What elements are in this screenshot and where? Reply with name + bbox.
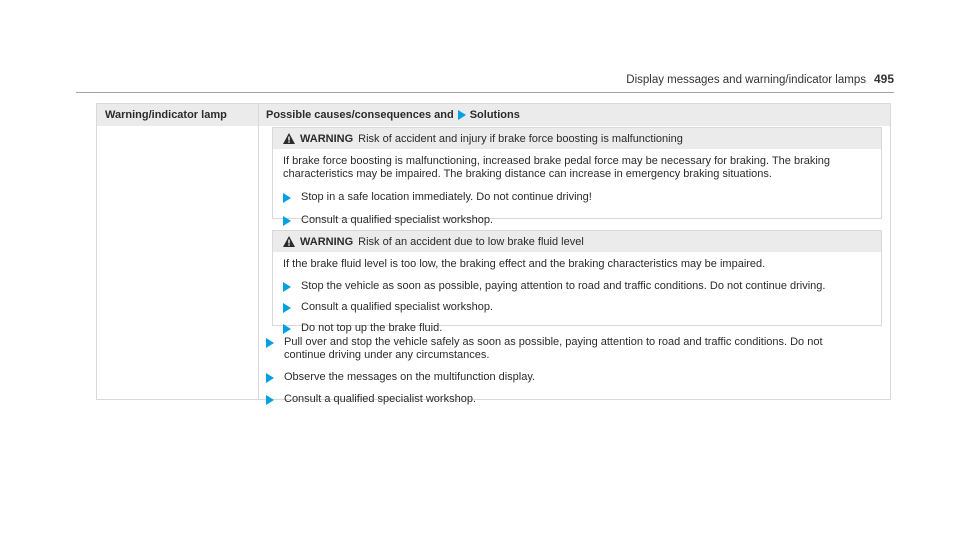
play-arrow-icon: [266, 395, 274, 405]
warning-title: Risk of accident and injury if brake force boosting is malfunctioning: [358, 132, 683, 145]
header-lamp: Warning/indicator lamp: [105, 109, 227, 121]
warning-step: [283, 301, 871, 314]
warning-text: If the brake fluid level is too low, the braking effect and the braking characteristics may be impaired.: [283, 258, 766, 270]
solution-step: [266, 393, 866, 406]
play-arrow-icon: [283, 282, 291, 292]
warning-header: [273, 128, 881, 149]
warning-step: [283, 280, 871, 293]
play-arrow-icon: [283, 193, 291, 203]
solution-step: [266, 336, 866, 362]
play-arrow-icon: [266, 373, 274, 383]
warning-header: [273, 231, 881, 252]
step-text: Stop the vehicle as soon as possible, paying attention to road and traffic conditions. Do not continue driving.: [301, 280, 826, 292]
warning-box-brake-fluid: [272, 230, 882, 334]
step-text: Observe the messages on the multifunction display.: [284, 371, 536, 383]
step-text: Consult a qualified specialist workshop.: [284, 393, 476, 405]
step-text: Pull over and stop the vehicle safely as soon as possible, paying attention to road and traffic conditions. Do not continue driving under any circumstances.: [284, 336, 823, 361]
warning-step: [283, 191, 871, 204]
warning-body: [273, 149, 881, 227]
warning-triangle-icon: [283, 236, 295, 247]
play-arrow-icon: [266, 338, 274, 348]
warning-title: Risk of an accident due to low brake fluid level: [358, 235, 584, 248]
header-solutions-label: Solutions: [469, 109, 520, 121]
warning-box-brake-boost: [272, 127, 882, 226]
header-causes: [266, 109, 520, 121]
warning-label: WARNING: [300, 235, 354, 248]
header-causes-label: Possible causes/consequences and: [266, 109, 454, 121]
running-head: [626, 72, 894, 86]
play-arrow-icon: [283, 216, 291, 226]
play-arrow-icon: [283, 324, 291, 334]
warning-step: [283, 322, 871, 335]
warning-text: If brake force boosting is malfunctioning, increased brake pedal force may be necessary for braking. The braking characteristics may be impaired. The braking distance can increase in emergency braking situations.: [283, 155, 831, 180]
step-text: Stop in a safe location immediately. Do not continue driving!: [301, 191, 592, 203]
step-text: Consult a qualified specialist workshop.: [301, 214, 493, 226]
solution-steps: [266, 336, 866, 406]
step-text: Do not top up the brake fluid.: [301, 322, 443, 334]
page-number: 495: [873, 72, 894, 86]
warning-label: WARNING: [300, 132, 354, 145]
solution-step: [266, 371, 866, 384]
running-head-title: Display messages and warning/indicator lamps: [626, 74, 866, 86]
column-divider: [258, 104, 259, 399]
warning-triangle-icon: [283, 133, 295, 144]
header-rule: [76, 92, 894, 93]
play-arrow-icon: [283, 303, 291, 313]
warning-step: [283, 214, 871, 227]
warning-body: [273, 252, 881, 335]
step-text: Consult a qualified specialist workshop.: [301, 301, 493, 313]
play-arrow-icon: [458, 110, 466, 120]
